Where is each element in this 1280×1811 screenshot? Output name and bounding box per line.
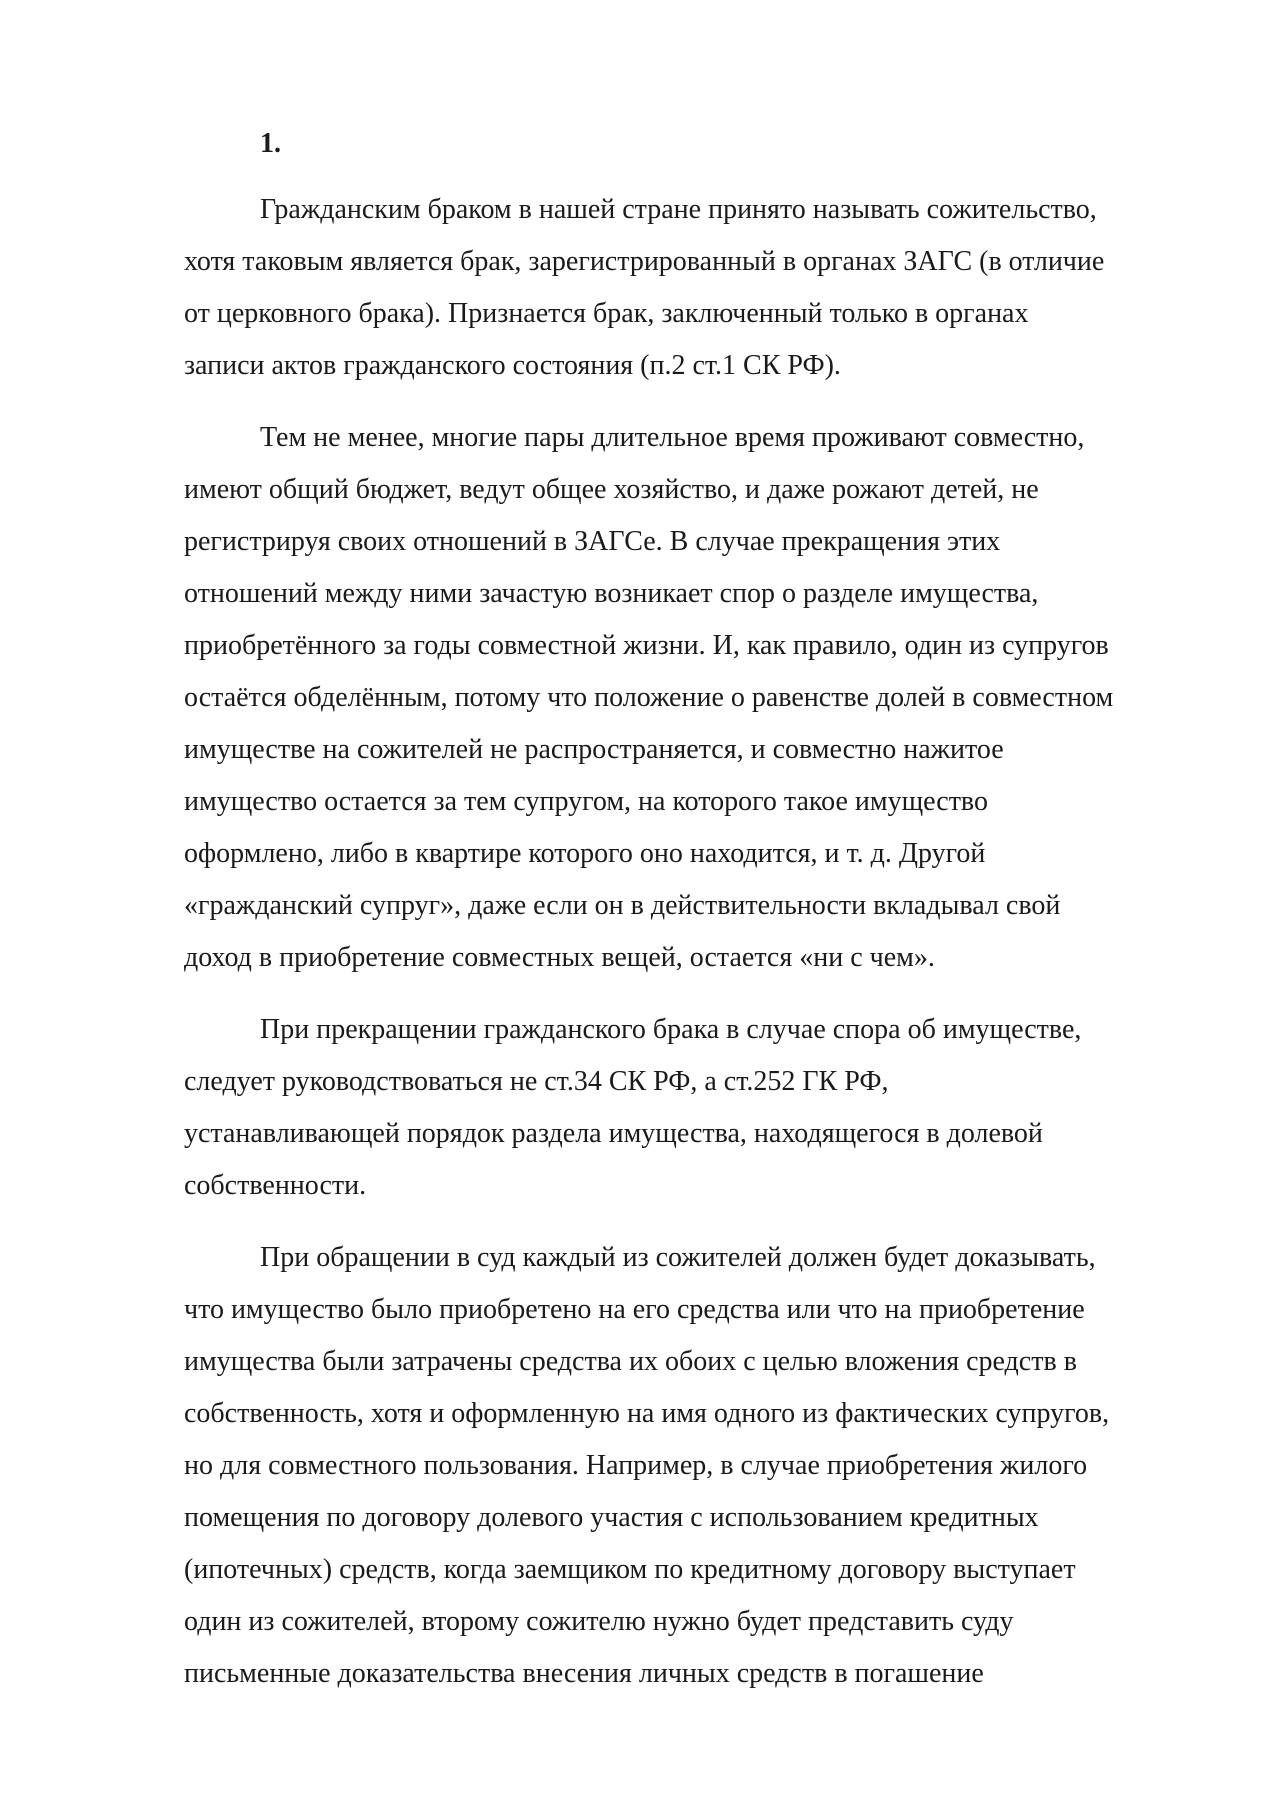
paragraph-line: что имущество было приобретено на его средства или что на приобретение [184, 1294, 1085, 1325]
paragraph-line: один из сожителей, второму сожителю нужно будет представить суду [184, 1606, 1014, 1637]
paragraph-line: оформлено, либо в квартире которого оно находится, и т. д. Другой [184, 838, 986, 869]
paragraph-line: отношений между ними зачастую возникает спор о разделе имущества, [184, 578, 1039, 609]
paragraph-line: имущества были затрачены средства их обоих с целью вложения средств в [184, 1346, 1077, 1377]
paragraph-line: регистрируя своих отношений в ЗАГСе. В случае прекращения этих [184, 526, 1001, 557]
paragraph-line: собственности. [184, 1170, 367, 1201]
paragraph-line: от церковного брака). Признается брак, заключенный только в органах [184, 298, 1029, 329]
paragraph-line: доход в приобретение совместных вещей, остается «ни с чем». [184, 942, 935, 973]
paragraph-line: «гражданский супруг», даже если он в действительности вкладывал свой [184, 890, 1061, 921]
paragraph-line: Тем не менее, многие пары длительное время проживают совместно, [260, 422, 1085, 453]
paragraph-line: но для совместного пользования. Например, в случае приобретения жилого [184, 1450, 1088, 1481]
paragraph-line: имеют общий бюджет, ведут общее хозяйство, и даже рожают детей, не [184, 474, 1039, 505]
paragraph-line: приобретённого за годы совместной жизни. И, как правило, один из супругов [184, 630, 1109, 661]
paragraph-line: собственность, хотя и оформленную на имя одного из фактических супругов, [184, 1398, 1110, 1429]
paragraph-line: записи актов гражданского состояния (п.2 ст.1 СК РФ). [184, 350, 841, 381]
paragraph-1 [184, 184, 1196, 392]
section-number-heading: 1. [260, 128, 281, 159]
paragraph-line: хотя таковым является брак, зарегистрированный в органах ЗАГС (в отличие [184, 246, 1105, 277]
paragraph-line: помещения по договору долевого участия с использованием кредитных [184, 1502, 1039, 1533]
paragraph-2 [184, 412, 1196, 984]
paragraph-line: имущество остается за тем супругом, на которого такое имущество [184, 786, 988, 817]
paragraph-line: имуществе на сожителей не распространяется, и совместно нажитое [184, 734, 1004, 765]
paragraph-line: Гражданским браком в нашей стране принято называть сожительство, [260, 194, 1097, 225]
document-body [184, 124, 1196, 1720]
paragraph-line: При прекращении гражданского брака в случае спора об имуществе, [260, 1014, 1082, 1045]
paragraph-line: письменные доказательства внесения личных средств в погашение [184, 1658, 984, 1689]
paragraph-line: При обращении в суд каждый из сожителей должен будет доказывать, [260, 1242, 1096, 1273]
paragraph-line: остаётся обделённым, потому что положение о равенстве долей в совместном [184, 682, 1114, 713]
paragraph-3 [184, 1004, 1196, 1212]
paragraph-4 [184, 1232, 1196, 1700]
paragraph-line: следует руководствоваться не ст.34 СК РФ, а ст.252 ГК РФ, [184, 1066, 889, 1097]
paragraph-line: (ипотечных) средств, когда заемщиком по кредитному договору выступает [184, 1554, 1076, 1585]
paragraph-line: устанавливающей порядок раздела имущества, находящегося в долевой [184, 1118, 1043, 1149]
